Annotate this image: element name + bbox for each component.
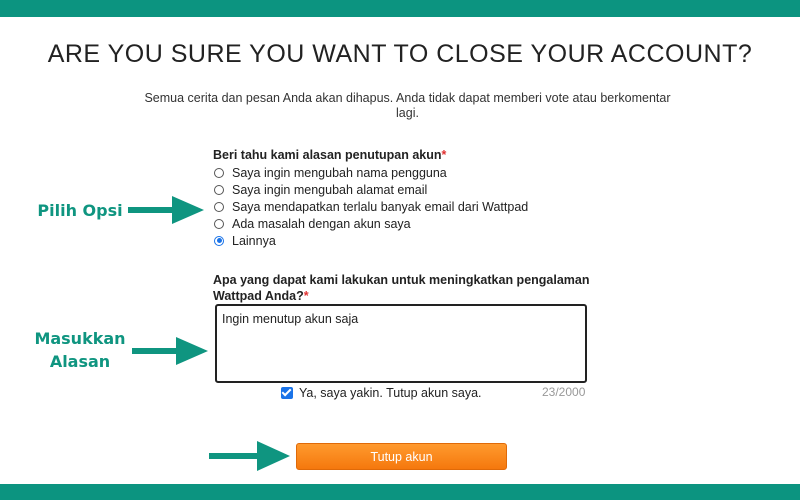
- feedback-label: Apa yang dapat kami lakukan untuk meningkatkan pengalaman Wattpad Anda?: [213, 273, 590, 303]
- page-subtitle: Semua cerita dan pesan Anda akan dihapus. Anda tidak dapat memberi vote atau berkomentar lagi.: [144, 91, 671, 120]
- reason-option-label: Saya ingin mengubah nama pengguna: [232, 165, 447, 180]
- bottom-band: [0, 484, 800, 500]
- radio-button-selected[interactable]: [214, 236, 224, 246]
- reason-option[interactable]: [214, 198, 528, 215]
- reason-question: [213, 148, 446, 162]
- reason-option[interactable]: [214, 215, 528, 232]
- arrow-right-icon: [126, 193, 206, 227]
- reason-option[interactable]: [214, 181, 528, 198]
- page-title: ARE YOU SURE YOU WANT TO CLOSE YOUR ACCOUNT?: [47, 40, 753, 68]
- annotation-line: Alasan: [49, 352, 111, 371]
- feedback-textarea[interactable]: Ingin menutup akun saja: [215, 304, 587, 383]
- top-band: [0, 0, 800, 17]
- radio-button[interactable]: [214, 219, 224, 229]
- arrow-right-icon: [130, 334, 210, 368]
- confirm-checkbox[interactable]: [281, 387, 293, 399]
- radio-button[interactable]: [214, 185, 224, 195]
- reason-option-label: Saya ingin mengubah alamat email: [232, 182, 428, 197]
- feedback-question: [213, 272, 613, 304]
- annotation-enter-reason: [29, 327, 131, 373]
- reason-label: Beri tahu kami alasan penutupan akun: [213, 148, 442, 162]
- reason-option-label: Saya mendapatkan terlalu banyak email dari Wattpad: [232, 199, 529, 214]
- required-mark: *: [303, 289, 309, 303]
- confirm-label: Ya, saya yakin. Tutup akun saya.: [299, 386, 482, 400]
- annotation-line: Masukkan: [34, 329, 126, 348]
- radio-button[interactable]: [214, 168, 224, 178]
- radio-button[interactable]: [214, 202, 224, 212]
- reason-option-label: Lainnya: [232, 233, 276, 248]
- character-counter: 23/2000: [542, 385, 586, 399]
- reason-option[interactable]: [214, 232, 528, 249]
- reason-option-label: Ada masalah dengan akun saya: [232, 216, 411, 231]
- arrow-right-icon: [207, 438, 292, 474]
- reason-option[interactable]: [214, 164, 528, 181]
- required-mark: *: [441, 148, 447, 162]
- confirm-checkbox-row[interactable]: [281, 386, 482, 400]
- annotation-choose-option: Pilih Opsi: [37, 201, 123, 220]
- close-account-button[interactable]: Tutup akun: [296, 443, 507, 470]
- reason-options: [214, 164, 528, 249]
